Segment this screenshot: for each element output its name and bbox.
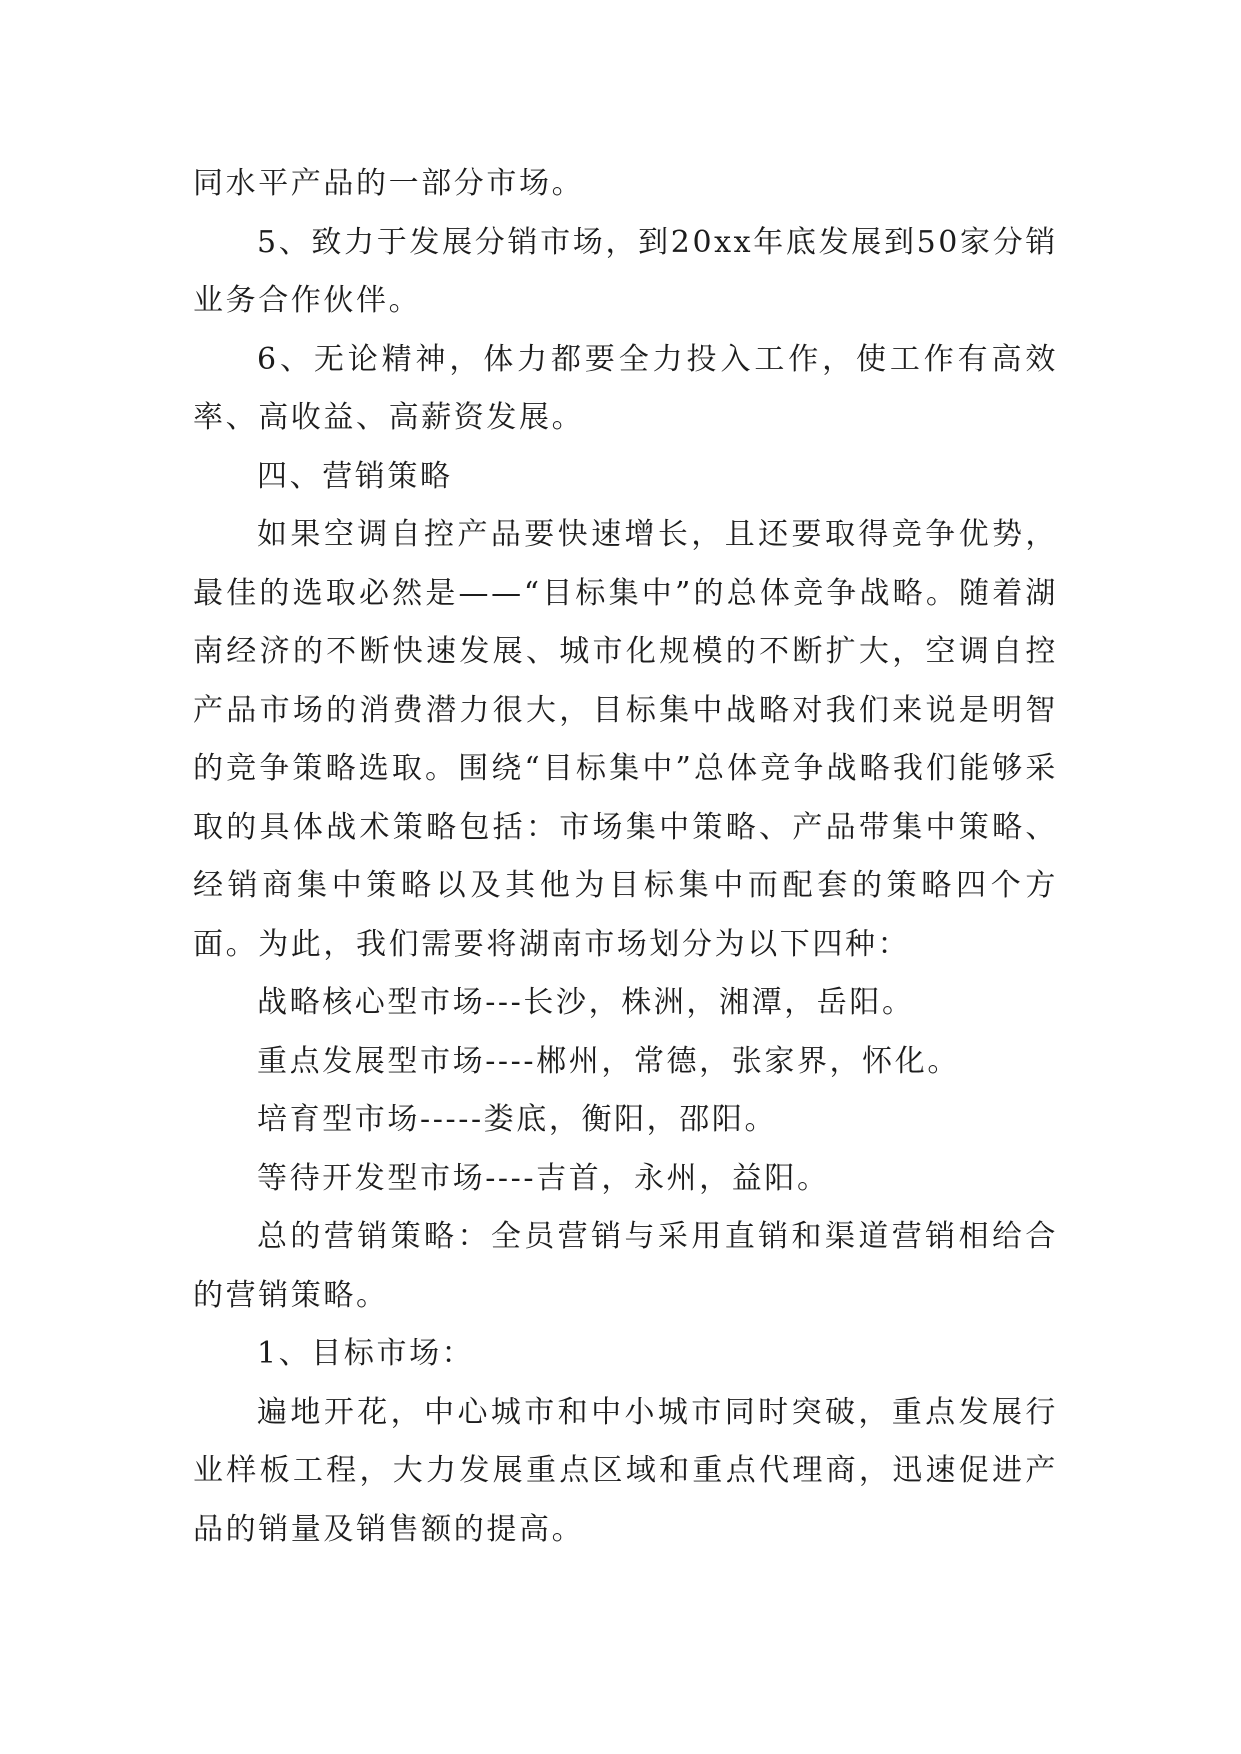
subsection-heading: 1、目标市场：: [257, 1336, 475, 1371]
document-body: [193, 155, 1058, 1559]
paragraph-10: 总的营销策略：全员营销与采用直销和渠道营销相给合的营销策略。: [193, 1219, 1058, 1313]
paragraph-3: 6、无论精神，体力都要全力投入工作，使工作有高效率、高收益、高薪资发展。: [193, 341, 1058, 435]
paragraph-2: 5、致力于发展分销市场，到20xx年底发展到50家分销业务合作伙伴。: [193, 224, 1058, 318]
market-list-item-key: 重点发展型市场----郴州，常德，张家界，怀化。: [257, 1043, 960, 1079]
paragraph-5: 如果空调自控产品要快速增长，且还要取得竞争优势，最佳的选取必然是——“目标集中”的总体竞争战略。随着湖南经济的不断快速发展、城市化规模的不断扩大，空调自控产品市场的消费潜力很大，目标集中战略对我们来说是明智的竞争策略选取。围绕“目标集中”总体竞争战略我们能够采取的具体战术策略包括：市场集中策略、产品带集中策略、经销商集中策略以及其他为目标集中而配套的策略四个方面。为此，我们需要将湖南市场划分为以下四种：: [193, 517, 1058, 962]
paragraph-12: 遍地开花，中心城市和中小城市同时突破，重点发展行业样板工程，大力发展重点区域和重点代理商，迅速促进产品的销量及销售额的提高。: [193, 1394, 1058, 1547]
market-list-item-pending: 等待开发型市场----吉首，永州，益阳。: [257, 1160, 830, 1196]
market-list-item-core: 战略核心型市场---长沙，株洲，湘潭，岳阳。: [257, 985, 915, 1020]
market-list-item-cultivation: 培育型市场-----娄底，衡阳，邵阳。: [257, 1102, 778, 1137]
paragraph-1: 同水平产品的一部分市场。: [193, 166, 585, 201]
section-heading: 四、营销策略: [257, 458, 453, 494]
